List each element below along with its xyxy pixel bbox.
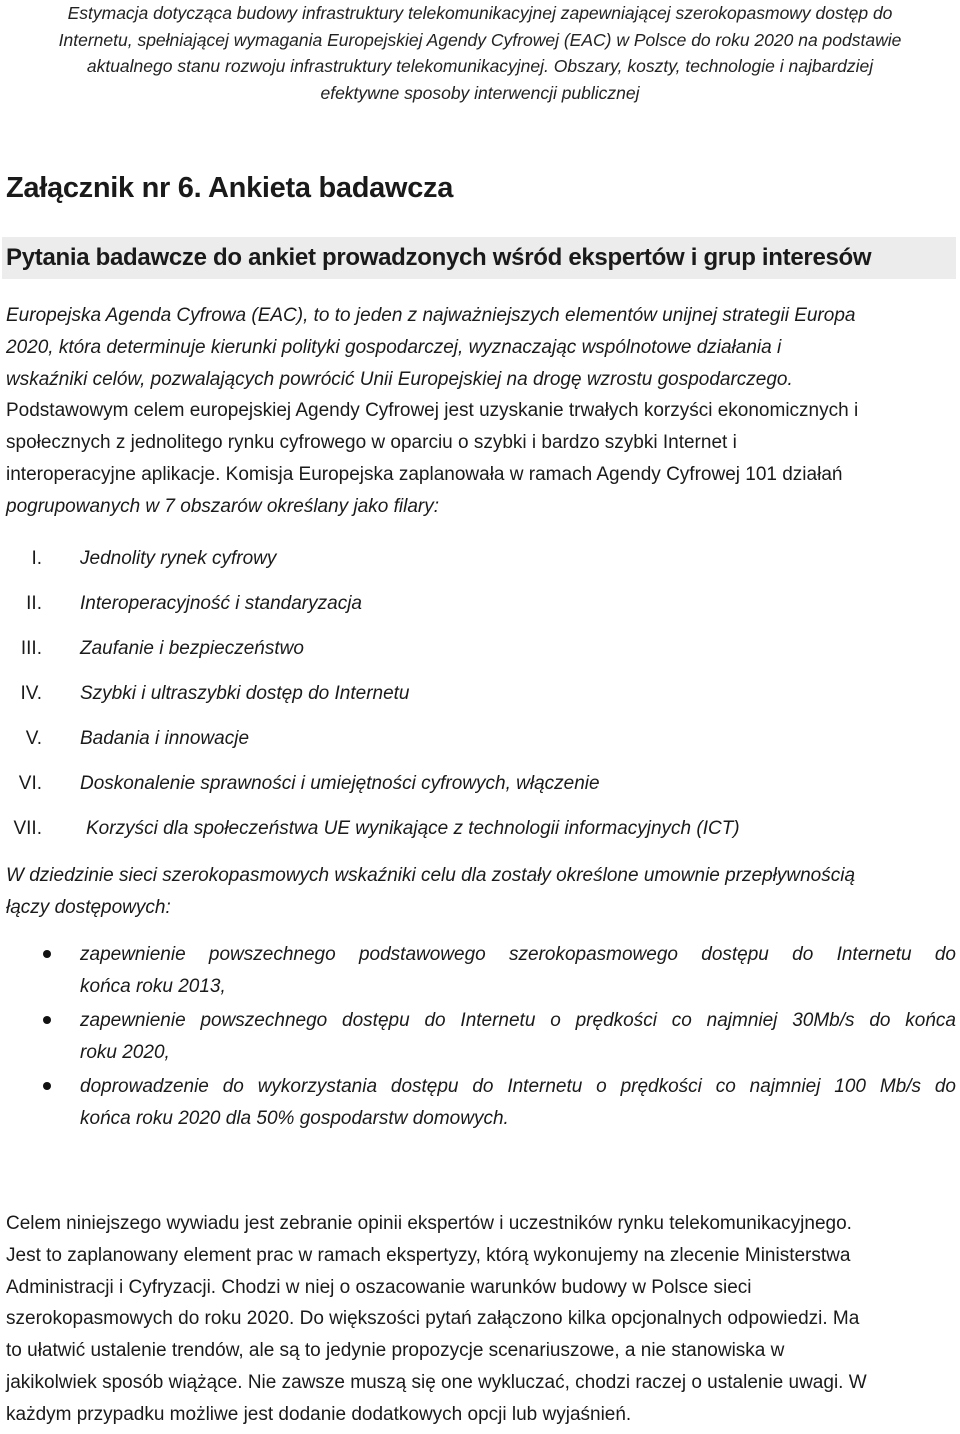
closing-paragraph [6, 1208, 956, 1431]
list-item-number: I. [31, 548, 42, 569]
list-item [0, 683, 960, 713]
list-item-text: Jednolity rynek cyfrowy [80, 548, 277, 569]
running-header-line: Internetu, spełniającej wymagania Europejskiej Agendy Cyfrowej (EAC) w Polsce do roku 2020 na podstawie [58, 29, 902, 50]
list-item-number: VII. [13, 818, 42, 839]
list-item-text: zapewnienie powszechnego podstawowego szerokopasmowego dostępu do Internetu do [80, 944, 956, 965]
list-item [0, 548, 960, 578]
list-item-text: zapewnienie powszechnego dostępu do Internetu o prędkości co najmniej 30Mb/s do końca [80, 1010, 956, 1031]
list-item-number: IV. [20, 683, 42, 704]
broadband-line: W dziedzinie sieci szerokopasmowych wskaźniki celu dla zostały określone umownie przepływnością [6, 865, 856, 886]
list-item-text: końca roku 2020 dla 50% gospodarstw domowych. [80, 1108, 509, 1129]
closing-line: jakikolwiek sposób wiążące. Nie zawsze muszą się one wykluczać, chodzi raczej o ustalenie uwagi. W [6, 1371, 867, 1393]
intro-paragraph [6, 300, 956, 523]
bullet-icon [43, 950, 51, 958]
intro-line: 2020, która determinuje kierunki polityki gospodarczej, wyznaczając wspólnotowe działania i [6, 336, 782, 358]
list-item-text: Korzyści dla społeczeństwa UE wynikające z technologii informacyjnych (ICT) [86, 818, 740, 839]
closing-line: to ułatwić ustalenie trendów, ale są to jedynie propozycje scenariuszowe, a nie stanowiska w [6, 1340, 785, 1362]
bullet-icon [43, 1082, 51, 1090]
broadband-paragraph [6, 860, 956, 924]
list-item [0, 638, 960, 668]
intro-line: społecznych z jednolitego rynku cyfrowego w oparciu o szybki i bardzo szybki Internet i [6, 432, 737, 454]
intro-line: pogrupowanych w 7 obszarów określany jako filary: [6, 495, 439, 517]
list-item-text: Doskonalenie sprawności i umiejętności cyfrowych, włączenie [80, 773, 600, 794]
list-item-text: roku 2020, [80, 1042, 170, 1063]
list-item-number: II. [26, 593, 42, 614]
broadband-line: łączy dostępowych: [6, 896, 171, 918]
list-item [0, 593, 960, 623]
intro-line: Europejska Agenda Cyfrowa (EAC), to to jeden z najważniejszych elementów unijnej strategii Europa [6, 305, 856, 326]
intro-line: Podstawowym celem europejskiej Agendy Cyfrowej jest uzyskanie trwałych korzyści ekonomicznych i [6, 400, 859, 422]
bullet-icon [43, 1016, 51, 1024]
page-title: Załącznik nr 6. Ankieta badawcza [6, 172, 454, 204]
list-item-number: V. [25, 728, 42, 749]
closing-line: Jest to zaplanowany element prac w ramach ekspertyzy, którą wykonujemy na zlecenie Ministerstwa [6, 1244, 851, 1266]
list-item-text: końca roku 2013, [80, 976, 226, 997]
closing-line: szerokopasmowych do roku 2020. Do większości pytań załączono kilka opcjonalnych odpowiedzi. Ma [6, 1308, 860, 1330]
closing-line: każdym przypadku możliwe jest dodanie dodatkowych opcji lub wyjaśnień. [6, 1403, 632, 1425]
list-item [0, 728, 960, 758]
running-header-line: aktualnego stanu rozwoju infrastruktury telekomunikacyjnej. Obszary, koszty, technologie i najbardziej [86, 56, 874, 76]
intro-line: wskaźniki celów, pozwalających powrócić Unii Europejskiej na drogę wzrostu gospodarczego. [6, 368, 793, 390]
running-header [0, 0, 960, 106]
list-item-text: Szybki i ultraszybki dostęp do Internetu [80, 683, 410, 704]
list-item-text: Zaufanie i bezpieczeństwo [80, 638, 304, 659]
list-item-number: VI. [18, 773, 42, 794]
running-header-line: efektywne sposoby interwencji publicznej [320, 82, 640, 103]
list-item [0, 773, 960, 803]
closing-line: Administracji i Cyfryzacji. Chodzi w niej o oszacowanie warunków budowy w Polsce sieci [6, 1276, 752, 1298]
closing-line: Celem niniejszego wywiadu jest zebranie opinii ekspertów i uczestników rynku telekomunikacyjnego. [6, 1213, 852, 1234]
section-heading: Pytania badawcze do ankiet prowadzonych wśród ekspertów i grup interesów [2, 237, 956, 279]
list-item-text: Interoperacyjność i standaryzacja [80, 593, 362, 614]
running-header-line: Estymacja dotycząca budowy infrastruktury telekomunikacyjnej zapewniającej szerokopasmowy dostęp do [67, 3, 893, 23]
list-item-number: III. [20, 638, 42, 659]
intro-line: interoperacyjne aplikacje. Komisja Europejska zaplanowała w ramach Agendy Cyfrowej 101 działań [6, 463, 843, 485]
list-item-text: Badania i innowacje [80, 728, 250, 749]
list-item-text: doprowadzenie do wykorzystania dostępu do Internetu o prędkości co najmniej 100 Mb/s do [80, 1076, 956, 1097]
list-item [0, 818, 960, 848]
